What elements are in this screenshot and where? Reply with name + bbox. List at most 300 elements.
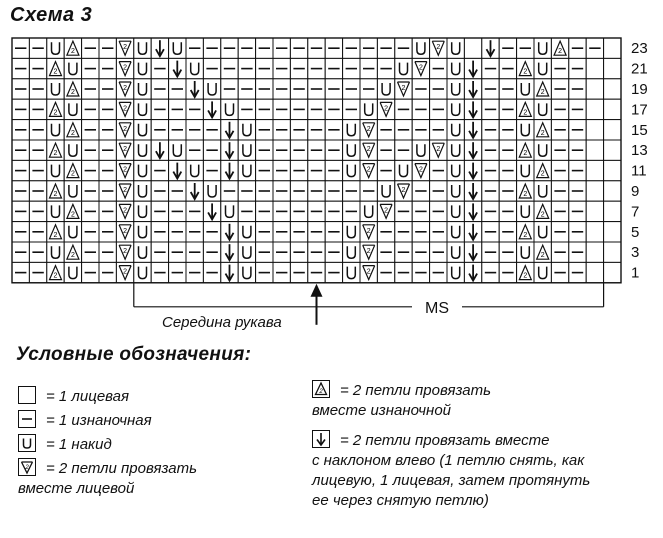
chart-cell (221, 58, 238, 78)
chart-cell (203, 222, 220, 242)
svg-text:2: 2 (70, 211, 75, 219)
chart-cell (186, 58, 203, 78)
chart-cell (430, 79, 447, 99)
chart-cell (290, 242, 307, 262)
chart-cell (551, 58, 568, 78)
chart-cell (203, 181, 220, 201)
chart-cell (412, 242, 429, 262)
chart-cell (517, 181, 534, 201)
chart-cell (360, 120, 377, 140)
chart-cell (82, 99, 99, 119)
chart-cell (82, 38, 99, 58)
chart-cell (343, 120, 360, 140)
chart-cell (47, 201, 64, 221)
chart-cell (534, 79, 551, 99)
chart-cell (64, 181, 81, 201)
svg-text:2: 2 (384, 207, 389, 215)
chart-cell (360, 222, 377, 242)
chart-cell (377, 79, 394, 99)
chart-cell (534, 201, 551, 221)
chart-cell (64, 242, 81, 262)
chart-cell (569, 79, 586, 99)
svg-text:2: 2 (53, 272, 58, 280)
chart-cell (151, 79, 168, 99)
chart-cell (308, 262, 325, 282)
chart-cell (116, 140, 133, 160)
chart-cell (464, 38, 481, 58)
chart-cell (186, 140, 203, 160)
svg-text:2: 2 (366, 125, 371, 133)
chart-cell (343, 160, 360, 180)
chart-cell (464, 201, 481, 221)
chart-cell (534, 242, 551, 262)
chart-cell (604, 99, 621, 119)
chart-cell (221, 99, 238, 119)
chart-cell (290, 222, 307, 242)
chart-cell (604, 120, 621, 140)
chart-cell (604, 222, 621, 242)
chart-cell (482, 99, 499, 119)
chart-cell (221, 140, 238, 160)
chart-cell (308, 242, 325, 262)
chart-cell (64, 120, 81, 140)
chart-cell (534, 58, 551, 78)
chart-cell (447, 38, 464, 58)
chart-cell (203, 99, 220, 119)
chart-cell (47, 160, 64, 180)
chart-cell (151, 140, 168, 160)
chart-cell (395, 58, 412, 78)
chart-cell (151, 38, 168, 58)
chart-cell (517, 140, 534, 160)
chart-cell (499, 160, 516, 180)
chart-cell (186, 222, 203, 242)
chart-cell (256, 58, 273, 78)
chart-cell (12, 38, 29, 58)
chart-cell (482, 242, 499, 262)
chart-cell (186, 99, 203, 119)
chart-cell (238, 58, 255, 78)
chart-cell (360, 38, 377, 58)
svg-text:2: 2 (436, 44, 441, 52)
chart-cell (395, 181, 412, 201)
chart-cell (604, 140, 621, 160)
chart-cell (464, 242, 481, 262)
svg-text:2: 2 (123, 187, 128, 194)
chart-cell (551, 99, 568, 119)
chart-cell (325, 120, 342, 140)
chart-cell (551, 181, 568, 201)
svg-text:2: 2 (401, 85, 406, 92)
chart-cell (99, 38, 116, 58)
chart-cell (29, 242, 46, 262)
chart-cell (308, 201, 325, 221)
chart-cell (604, 58, 621, 78)
chart-cell (29, 140, 46, 160)
chart-cell (134, 140, 151, 160)
chart-cell (290, 181, 307, 201)
chart-cell (151, 58, 168, 78)
chart-cell (569, 160, 586, 180)
row-number: 23 (631, 40, 648, 58)
middle-label: Середина рукава (162, 314, 282, 331)
chart-cell (395, 99, 412, 119)
chart-cell (447, 79, 464, 99)
chart-cell (221, 38, 238, 58)
chart-cell (499, 140, 516, 160)
chart-cell (551, 79, 568, 99)
chart-cell (221, 262, 238, 282)
chart-cell (116, 58, 133, 78)
chart-cell (221, 160, 238, 180)
chart-cell (169, 140, 186, 160)
chart-cell (343, 58, 360, 78)
chart-cell (64, 160, 81, 180)
chart-cell (604, 181, 621, 201)
chart-cell (308, 120, 325, 140)
svg-text:2: 2 (53, 150, 58, 158)
chart-cell (82, 120, 99, 140)
chart-cell (203, 120, 220, 140)
chart-cell (169, 58, 186, 78)
chart-cell (273, 160, 290, 180)
chart-cell (12, 120, 29, 140)
chart-cell (308, 140, 325, 160)
chart-cell (447, 262, 464, 282)
chart-cell (29, 79, 46, 99)
chart-cell (534, 160, 551, 180)
chart-cell (273, 99, 290, 119)
row-number: 5 (631, 223, 640, 241)
empty-square-icon (18, 386, 36, 404)
ssk-square-icon (312, 430, 330, 448)
chart-cell (586, 262, 603, 282)
chart-cell (308, 222, 325, 242)
chart-cell (47, 140, 64, 160)
chart-cell (12, 99, 29, 119)
chart-cell (464, 58, 481, 78)
chart-cell (308, 160, 325, 180)
chart-cell (203, 140, 220, 160)
chart-cell (221, 120, 238, 140)
chart-cell (360, 99, 377, 119)
chart-cell (290, 79, 307, 99)
chart-cell (29, 181, 46, 201)
chart-cell (29, 222, 46, 242)
chart-cell (482, 38, 499, 58)
chart-cell (569, 262, 586, 282)
chart-cell (238, 38, 255, 58)
svg-text:2: 2 (70, 170, 75, 178)
chart-cell (134, 99, 151, 119)
chart-cell (186, 38, 203, 58)
chart-cell (586, 201, 603, 221)
row-number: 3 (631, 244, 640, 262)
chart-cell (134, 222, 151, 242)
chart-cell (412, 58, 429, 78)
chart-cell (308, 181, 325, 201)
chart-cell (290, 140, 307, 160)
chart-cell (551, 262, 568, 282)
chart-cell (517, 242, 534, 262)
chart-cell (586, 160, 603, 180)
chart-cell (412, 120, 429, 140)
chart-cell (430, 38, 447, 58)
chart-cell (169, 38, 186, 58)
chart-cell (604, 38, 621, 58)
chart-cell (534, 38, 551, 58)
chart-cell (377, 160, 394, 180)
chart-cell (360, 140, 377, 160)
chart-cell (290, 201, 307, 221)
chart-cell (169, 79, 186, 99)
chart-cell (99, 140, 116, 160)
chart-cell (551, 120, 568, 140)
row-number: 13 (631, 142, 648, 160)
chart-cell (377, 58, 394, 78)
chart-cell (308, 58, 325, 78)
chart-cell (395, 201, 412, 221)
chart-cell (517, 120, 534, 140)
chart-cell (377, 120, 394, 140)
chart-cell (47, 222, 64, 242)
chart-cell (238, 181, 255, 201)
legend-item-k2tog: 2 = 2 петли провязать вместе лицевой (18, 460, 197, 497)
chart-cell (412, 38, 429, 58)
chart-cell (221, 79, 238, 99)
chart-cell (377, 242, 394, 262)
chart-cell (325, 99, 342, 119)
chart-cell (586, 99, 603, 119)
chart-cell (464, 262, 481, 282)
chart-cell (343, 79, 360, 99)
row-number: 9 (631, 183, 640, 200)
chart-cell (447, 222, 464, 242)
chart-cell (360, 201, 377, 221)
chart-cell (551, 201, 568, 221)
chart-cell (360, 160, 377, 180)
chart-cell (447, 181, 464, 201)
chart-cell (116, 120, 133, 140)
chart-cell (551, 140, 568, 160)
chart-cell (517, 160, 534, 180)
chart-cell (82, 140, 99, 160)
chart-cell (64, 140, 81, 160)
chart-cell (134, 120, 151, 140)
chart-cell (29, 120, 46, 140)
chart-cell (412, 262, 429, 282)
chart-cell (134, 242, 151, 262)
chart-cell (151, 222, 168, 242)
chart-cell (586, 181, 603, 201)
svg-text:2: 2 (523, 231, 528, 239)
chart-cell (343, 38, 360, 58)
chart-cell (151, 181, 168, 201)
chart-cell (186, 262, 203, 282)
chart-cell (325, 201, 342, 221)
chart-cell (256, 38, 273, 58)
legend-item-knit: = 1 лицевая (18, 386, 129, 407)
chart-cell (447, 58, 464, 78)
chart-cell (134, 38, 151, 58)
chart-cell (325, 38, 342, 58)
chart-cell (517, 79, 534, 99)
svg-text:2: 2 (366, 166, 371, 174)
chart-cell (412, 181, 429, 201)
chart-cell (238, 120, 255, 140)
chart-cell (447, 120, 464, 140)
chart-cell (238, 140, 255, 160)
chart-cell (116, 222, 133, 242)
chart-cell (308, 99, 325, 119)
chart-cell (134, 201, 151, 221)
chart-cell (169, 242, 186, 262)
chart-cell (256, 181, 273, 201)
chart-cell (273, 242, 290, 262)
chart-cell (47, 38, 64, 58)
chart-cell (325, 222, 342, 242)
chart-cell (325, 262, 342, 282)
chart-title: Схема 3 (10, 4, 93, 26)
chart-cell (395, 120, 412, 140)
chart-cell (360, 242, 377, 262)
chart-cell (256, 99, 273, 119)
chart-cell (464, 99, 481, 119)
chart-cell (534, 140, 551, 160)
svg-text:2: 2 (366, 227, 371, 235)
chart-cell (499, 181, 516, 201)
chart-cell (186, 242, 203, 262)
chart-cell (12, 242, 29, 262)
chart-cell (64, 79, 81, 99)
row-number: 17 (631, 101, 648, 119)
svg-text:2: 2 (123, 268, 128, 276)
chart-cell (203, 58, 220, 78)
chart-cell (360, 58, 377, 78)
chart-cell (47, 99, 64, 119)
chart-cell (482, 79, 499, 99)
chart-cell (586, 120, 603, 140)
chart-cell (343, 99, 360, 119)
chart-cell (360, 262, 377, 282)
svg-text:2: 2 (558, 48, 563, 56)
chart-cell (151, 120, 168, 140)
chart-cell (134, 262, 151, 282)
chart-cell (586, 222, 603, 242)
chart-cell (151, 99, 168, 119)
svg-text:2: 2 (523, 272, 528, 280)
chart-cell (395, 242, 412, 262)
dash-square-icon (18, 410, 36, 428)
svg-text:2: 2 (25, 465, 29, 471)
chart-cell (482, 120, 499, 140)
chart-cell (395, 38, 412, 58)
svg-text:2: 2 (523, 150, 528, 158)
chart-cell (586, 242, 603, 262)
middle-arrow-head (311, 284, 323, 297)
svg-text:2: 2 (53, 191, 58, 198)
svg-text:2: 2 (123, 85, 128, 92)
chart-cell (412, 79, 429, 99)
chart-cell (290, 99, 307, 119)
chart-cell (377, 181, 394, 201)
chart-cell (464, 79, 481, 99)
chart-cell (169, 222, 186, 242)
legend-item-purl: = 1 изнаночная (18, 410, 152, 431)
chart-cell (47, 58, 64, 78)
chart-cell (12, 222, 29, 242)
chart-cell (395, 160, 412, 180)
chart-cell (325, 242, 342, 262)
chart-cell (64, 201, 81, 221)
chart-cell (551, 242, 568, 262)
chart-cell (377, 99, 394, 119)
chart-cell (395, 262, 412, 282)
chart-cell (412, 222, 429, 242)
chart-cell (430, 201, 447, 221)
svg-text:2: 2 (540, 211, 545, 219)
chart-cell (430, 160, 447, 180)
chart-cell (12, 79, 29, 99)
chart-cell (517, 99, 534, 119)
chart-cell (569, 58, 586, 78)
chart-cell (64, 262, 81, 282)
chart-cell (290, 38, 307, 58)
chart-cell (534, 262, 551, 282)
chart-cell (256, 79, 273, 99)
chart-cell (482, 58, 499, 78)
chart-cell (464, 222, 481, 242)
svg-text:2: 2 (123, 227, 128, 235)
chart-cell (256, 201, 273, 221)
chart-cell (569, 99, 586, 119)
chart-cell (377, 262, 394, 282)
chart-cell (116, 242, 133, 262)
svg-text:2: 2 (53, 68, 58, 76)
chart-cell (604, 160, 621, 180)
chart-cell (47, 242, 64, 262)
chart-cell (169, 160, 186, 180)
chart-cell (169, 99, 186, 119)
chart-cell (586, 58, 603, 78)
legend-item-yarn-over: = 1 накид (18, 434, 112, 455)
chart-cell (499, 38, 516, 58)
chart-cell (482, 262, 499, 282)
chart-cell (64, 58, 81, 78)
svg-text:2: 2 (123, 207, 128, 215)
chart-cell (273, 201, 290, 221)
chart-cell (256, 222, 273, 242)
chart-cell (290, 58, 307, 78)
chart-cell (116, 262, 133, 282)
chart-cell (82, 262, 99, 282)
chart-cell (203, 79, 220, 99)
svg-text:2: 2 (401, 187, 406, 194)
chart-cell (221, 222, 238, 242)
chart-cell (325, 181, 342, 201)
chart-cell (29, 38, 46, 58)
chart-cell (29, 99, 46, 119)
chart-cell (534, 181, 551, 201)
chart-cell (343, 222, 360, 242)
chart-cell (99, 160, 116, 180)
chart-cell (604, 242, 621, 262)
chart-cell (569, 120, 586, 140)
chart-cell (360, 181, 377, 201)
svg-text:2: 2 (70, 129, 75, 137)
chart-cell (203, 242, 220, 262)
chart-cell (499, 120, 516, 140)
